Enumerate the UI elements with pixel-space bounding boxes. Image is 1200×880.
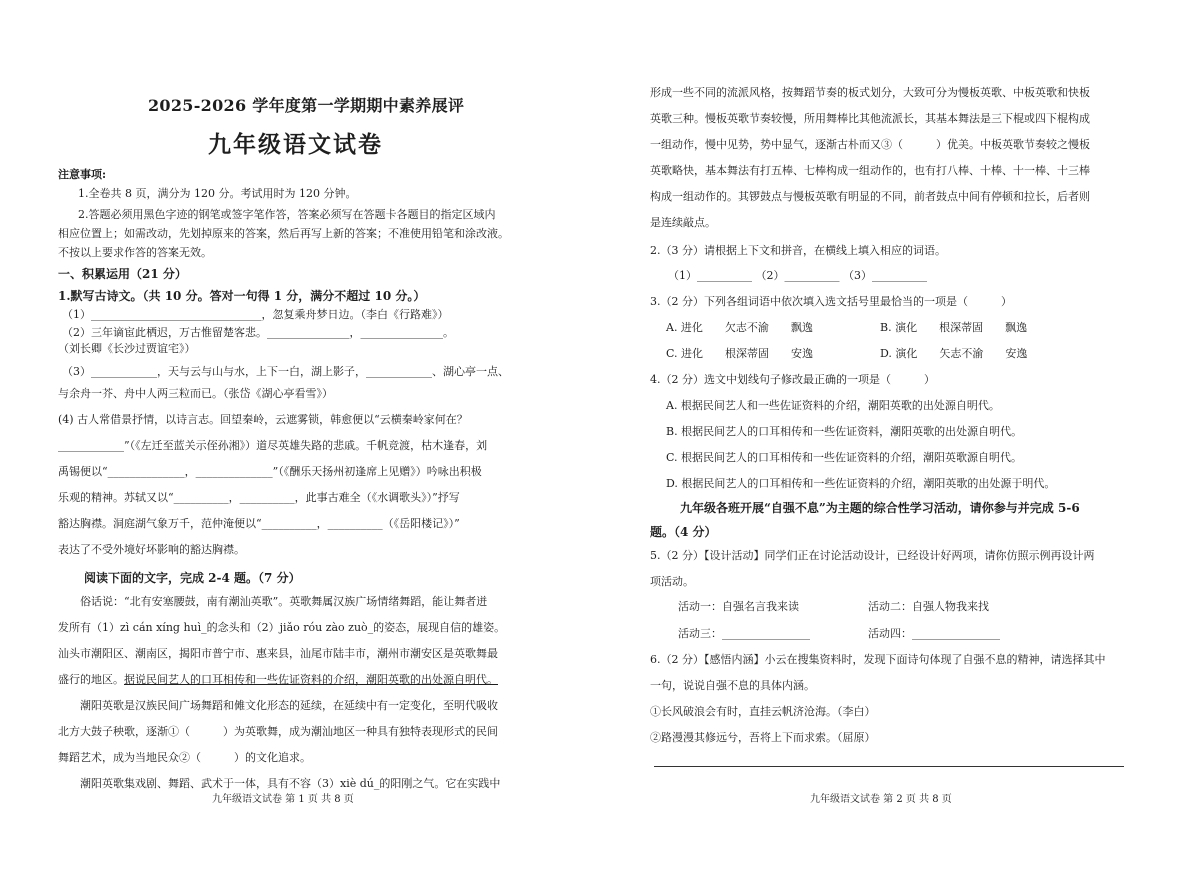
- passage-para-2-b: 北方大鼓子秧歌，逐渐①（ ）为英歌舞，成为潮汕地区一种具有独特表现形式的民间: [58, 725, 498, 738]
- activity-heading-cont: 题。（4 分）: [650, 525, 717, 539]
- activity-4: 活动四：________________: [868, 627, 1000, 640]
- question-3: 3.（2 分）下列各组词语中依次填入选文括号里最恰当的一项是（ ）: [650, 295, 1012, 308]
- question-3-option-b: B. 演化 根深蒂固 飘逸: [880, 321, 1028, 334]
- passage-para-1-c: 汕头市潮阳区、潮南区，揭阳市普宁市、惠来县，汕尾市陆丰市，潮州市潮安区是英歌舞最: [58, 647, 498, 660]
- activity-3: 活动三：________________: [678, 627, 810, 640]
- question-3-option-c: C. 进化 根深蒂固 安逸: [666, 347, 814, 360]
- question-1-item-3-cont: 与余舟一芥、舟中人两三粒而已。（张岱《湖心亭看雪》）: [58, 387, 333, 400]
- question-5-cont: 项活动。: [650, 575, 694, 588]
- passage-cont-4: 英歌略快，基本舞法有打五棒、七棒构成一组动作的，也有打八棒、十棒、十一棒、十三棒: [650, 164, 1090, 177]
- question-4-option-c: C. 根据民间艺人的口耳相传和一些佐证资料的介绍，潮阳英歌源自明代。: [666, 451, 1023, 464]
- page-footer-left: 九年级语文试卷 第 1 页 共 8 页: [212, 794, 354, 805]
- question-3-option-a: A. 进化 欠志不渝 飘逸: [666, 321, 813, 334]
- passage-para-1-d: [58, 672, 498, 688]
- question-1-item-2-source: （刘长卿《长沙过贾谊宅》）: [58, 342, 196, 355]
- passage-para-1: 俗话说：“北有安塞腰鼓，南有潮汕英歌”。英歌舞属汉族广场情绪舞蹈，能让舞者迸: [80, 595, 488, 608]
- activity-1: 活动一：自强名言我来读: [678, 600, 799, 613]
- question-4-option-b: B. 根据民间艺人的口耳相传和一些佐证资料，潮阳英歌的出处源自明代。: [666, 425, 1023, 438]
- question-4-option-d: D. 根据民间艺人的口耳相传和一些佐证资料的介绍，潮阳英歌的出处源于明代。: [666, 477, 1056, 490]
- notice-heading: 注意事项:: [58, 168, 107, 181]
- question-1-item-2: （2）三年谪宦此栖迟，万古惟留楚客悲。_______________，_______________。: [62, 326, 454, 339]
- activity-2: 活动二：自强人物我来找: [868, 600, 989, 613]
- reading-heading: 阅读下面的文字，完成 2-4 题。（7 分）: [84, 571, 301, 585]
- question-4: 4.（2 分）选文中划线句子修改最正确的一项是（ ）: [650, 373, 935, 386]
- question-1-item-4-c: 禹锡便以“______________，______________”（《酬乐天扬州初逢席上见赠》）吟咏出积极: [58, 465, 482, 478]
- notice-item-2: 2.答题必须用黑色字迹的钢笔或签字笔作答，答案必须写在答题卡各题目的指定区域内: [78, 208, 496, 221]
- section-heading-1: 一、积累运用（21 分）: [58, 267, 187, 281]
- question-1-item-4-e: 豁达胸襟。洞庭湖气象万千，范仲淹便以“__________，__________（《岳阳楼记》）”: [58, 517, 460, 530]
- question-1-item-4: (4) 古人常借景抒情，以诗言志。回望秦岭，云遮雾锁，韩愈便以“云横秦岭家何在？: [58, 413, 468, 426]
- notice-item-2-cont: 相应位置上；如需改动，先划掉原来的答案，然后再写上新的答案；不准使用铅笔和涂改液。: [58, 227, 509, 240]
- page-footer-right: 九年级语文试卷 第 2 页 共 8 页: [810, 794, 952, 805]
- passage-text: 盛行的地区。: [58, 673, 124, 686]
- passage-cont-2: 英歌三种。慢板英歌节奏较慢，所用舞棒比其他流派长，其基本舞法是三下棍或四下棍构成: [650, 112, 1090, 125]
- question-6: 6.（2 分）【感悟内涵】小云在搜集资料时，发现下面诗句体现了自强不息的精神，请选择其中: [650, 653, 1106, 666]
- notice-item-1: 1.全卷共 8 页，满分为 120 分。考试用时为 120 分钟。: [78, 187, 357, 200]
- question-5: 5.（2 分）【设计活动】同学们正在讨论活动设计，已经设计好两项，请你仿照示例再设计两: [650, 549, 1095, 562]
- answer-line: [654, 766, 1124, 767]
- question-2: 2.（3 分）请根据上下文和拼音，在横线上填入相应的词语。: [650, 244, 946, 257]
- question-1-item-4-d: 乐观的精神。苏轼又以“__________，__________，此事古难全（《水调歌头》）”抒写: [58, 491, 460, 504]
- passage-cont-6: 是连续敲点。: [650, 216, 716, 229]
- question-1-item-4-f: 表达了不受外境好坏影响的豁达胸襟。: [58, 543, 245, 556]
- passage-cont-1: 形成一些不同的流派风格，按舞蹈节奏的板式划分，大致可分为慢板英歌、中板英歌和快板: [650, 86, 1090, 99]
- exam-title: 2025-2026 学年度第一学期期中素养展评: [148, 96, 465, 115]
- question-1-item-4-b: ____________”（《左迁至蓝关示侄孙湘》）道尽英雄失路的悲戚。千帆竞渡，枯木逢春，刘: [58, 439, 488, 452]
- question-6-cont: 一句，说说自强不息的具体内涵。: [650, 679, 815, 692]
- passage-para-1-b: 发所有（1）zì cán xíng huì_的念头和（2）jiǎo róu zào zuò_的姿态，展现自信的雄姿。: [58, 621, 506, 634]
- question-4-option-a: A. 根据民间艺人和一些佐证资料的介绍，潮阳英歌的出处源自明代。: [666, 399, 1000, 412]
- passage-para-2-c: 舞蹈艺术，成为当地民众②（ ）的文化追求。: [58, 751, 311, 764]
- passage-cont-5: 构成一组动作的。其锣鼓点与慢板英歌有明显的不同，前者鼓点中间有停顿和拉长，后者则: [650, 190, 1090, 203]
- question-1-heading: 1.默写古诗文。（共 10 分。答对一句得 1 分，满分不超过 10 分。）: [58, 289, 426, 303]
- poem-line-1: ①长风破浪会有时，直挂云帆济沧海。（李白）: [650, 705, 876, 718]
- poem-line-2: ②路漫漫其修远兮，吾将上下而求索。（屈原）: [650, 731, 876, 744]
- question-2-blanks: （1）__________ （2）__________ （3）__________: [668, 269, 927, 282]
- question-1-item-3: （3）____________，天与云与山与水，上下一白，湖上影子，____________、湖心亭一点、: [62, 365, 509, 378]
- exam-subtitle: 九年级语文试卷: [208, 131, 383, 158]
- activity-heading: 九年级各班开展“自强不息”为主题的综合性学习活动，请你参与并完成 5-6: [680, 501, 1080, 515]
- passage-para-3: 潮阳英歌集戏剧、舞蹈、武术于一体，具有不容（3）xiè dú_的阳刚之气。它在实践中: [80, 777, 501, 790]
- exam-page-right: [600, 0, 1200, 880]
- passage-para-2: 潮阳英歌是汉族民间广场舞蹈和傩文化形态的延续，在延续中有一定变化，至明代吸收: [80, 699, 498, 712]
- passage-cont-3: 一组动作，慢中见势，势中显气，逐渐古朴而又③（ ）优美。中板英歌节奏较之慢板: [650, 138, 1090, 151]
- notice-item-2-end: 不按以上要求作答的答案无效。: [58, 246, 212, 259]
- question-3-option-d: D. 演化 矢志不渝 安逸: [880, 347, 1028, 360]
- question-1-item-1: （1）_______________________________，忽复乘舟梦日边。（李白《行路难》）: [62, 308, 449, 321]
- underlined-sentence: 据说民间艺人的口耳相传和一些佐证资料的介绍，潮阳英歌的出处源自明代。: [124, 673, 498, 686]
